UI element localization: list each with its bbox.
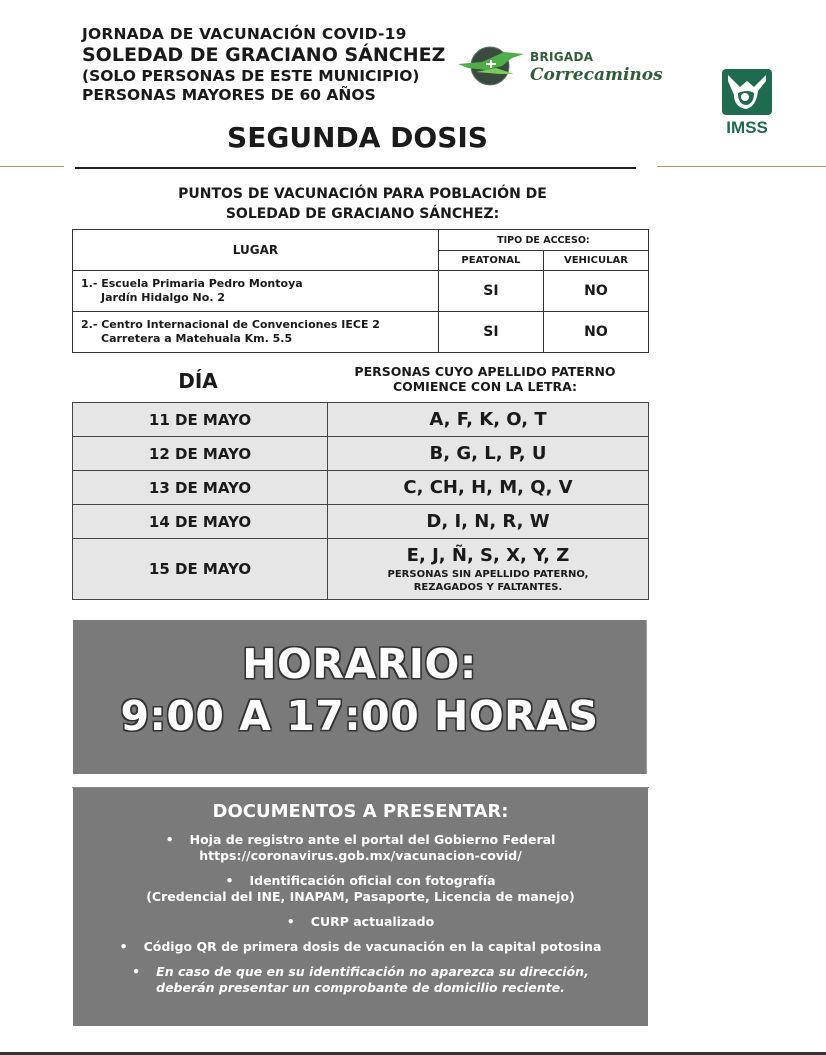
header-block <box>82 27 445 104</box>
day-cell: 13 DE MAYO <box>73 471 328 505</box>
bullet-icon: • <box>165 832 174 847</box>
horario-hours: 9:00 A 17:00 HORAS <box>120 692 599 740</box>
document-item <box>73 873 648 905</box>
col-header-vehicular: VEHICULAR <box>543 251 648 271</box>
brigada-logo-text <box>530 50 663 85</box>
document-item-text: CURP actualizado <box>310 914 435 929</box>
document-item-text: Hoja de registro ante el portal del Gobierno Federal <box>189 832 556 847</box>
bullet-icon: • <box>132 964 141 979</box>
letters-note-line-1: PERSONAS SIN APELLIDO PATERNO, <box>387 568 589 580</box>
documents-heading: DOCUMENTOS A PRESENTAR: <box>212 801 509 822</box>
col-header-day: DÍA <box>178 369 218 393</box>
document-item <box>73 914 648 930</box>
day-cell: 11 DE MAYO <box>73 403 328 437</box>
table-row <box>73 505 649 539</box>
col-header-tipo-acceso: TIPO DE ACCESO: <box>438 230 648 251</box>
schedule-table <box>72 402 649 600</box>
points-heading <box>75 184 650 224</box>
bullet-icon: • <box>225 873 234 888</box>
col-header-letters-line-1: PERSONAS CUYO APELLIDO PATERNO <box>354 364 616 379</box>
col-header-letters-line-2: COMIENCE CON LA LETRA: <box>392 379 578 394</box>
document-item <box>73 964 648 996</box>
table-row <box>73 403 649 437</box>
bullet-icon: • <box>119 939 128 954</box>
letters-value: E, J, Ñ, S, X, Y, Z <box>406 544 570 566</box>
document-item-url: https://coronavirus.gob.mx/vacunacion-covid/ <box>199 848 522 863</box>
document-item-text: Identificación oficial con fotografía <box>249 873 496 888</box>
divider-left <box>0 166 64 167</box>
table-row <box>73 312 649 353</box>
peatonal-value: SI <box>438 312 543 353</box>
table-row <box>73 539 649 600</box>
letters-cell <box>328 539 649 600</box>
document-item-detail: deberán presentar un comprobante de domicilio reciente. <box>156 980 565 995</box>
location-address: Jardín Hidalgo No. 2 <box>101 291 225 304</box>
col-header-lugar: LUGAR <box>73 230 439 271</box>
document-item-text: Código QR de primera dosis de vacunación en la capital potosina <box>143 939 602 954</box>
col-header-peatonal: PEATONAL <box>438 251 543 271</box>
location-name: 1.- Escuela Primaria Pedro Montoya <box>81 277 303 290</box>
documents-panel <box>73 788 648 1026</box>
vehicular-value: NO <box>543 312 648 353</box>
letters-note-line-2: REZAGADOS Y FALTANTES. <box>413 581 563 593</box>
title-underline <box>75 167 636 169</box>
letters-cell: D, I, N, R, W <box>328 505 649 539</box>
table-row <box>73 437 649 471</box>
header-line-3: (SOLO PERSONAS DE ESTE MUNICIPIO) <box>82 66 420 85</box>
page-title: SEGUNDA DOSIS <box>227 121 488 154</box>
points-heading-line-1: PUNTOS DE VACUNACIÓN PARA POBLACIÓN DE <box>178 186 547 202</box>
brigada-correcaminos-logo-icon <box>456 44 526 88</box>
imss-label: IMSS <box>726 118 768 137</box>
location-cell <box>73 271 439 312</box>
header-line-4: PERSONAS MAYORES DE 60 AÑOS <box>82 86 376 104</box>
points-heading-line-2: SOLEDAD DE GRACIANO SÁNCHEZ: <box>225 206 500 222</box>
peatonal-value: SI <box>438 271 543 312</box>
horario-label: HORARIO: <box>242 640 477 688</box>
locations-table <box>72 229 649 353</box>
vehicular-value: NO <box>543 271 648 312</box>
correcaminos-label: Correcaminos <box>530 65 663 85</box>
bullet-icon: • <box>286 914 295 929</box>
document-item <box>73 832 648 864</box>
document-item-detail: (Credencial del INE, INAPAM, Pasaporte, Licencia de manejo) <box>146 889 575 904</box>
brigada-label: BRIGADA <box>530 50 594 64</box>
header-line-1: JORNADA DE VACUNACIÓN COVID-19 <box>82 25 407 43</box>
imss-logo-icon <box>718 67 776 137</box>
day-cell: 14 DE MAYO <box>73 505 328 539</box>
header-line-2: SOLEDAD DE GRACIANO SÁNCHEZ <box>82 43 446 66</box>
document-item-text: En caso de que en su identificación no aparezca su dirección, <box>156 964 589 979</box>
location-address: Carretera a Matehuala Km. 5.5 <box>101 332 293 345</box>
letters-cell: C, CH, H, M, Q, V <box>328 471 649 505</box>
divider-right <box>657 166 826 167</box>
location-name: 2.- Centro Internacional de Convenciones IECE 2 <box>81 318 380 331</box>
day-cell: 12 DE MAYO <box>73 437 328 471</box>
table-row <box>73 271 649 312</box>
document-item <box>73 939 648 955</box>
day-cell: 15 DE MAYO <box>73 539 328 600</box>
table-row <box>73 471 649 505</box>
location-cell <box>73 312 439 353</box>
col-header-letters <box>330 364 640 394</box>
letters-cell: B, G, L, P, U <box>328 437 649 471</box>
horario-banner <box>73 620 647 774</box>
letters-cell: A, F, K, O, T <box>328 403 649 437</box>
